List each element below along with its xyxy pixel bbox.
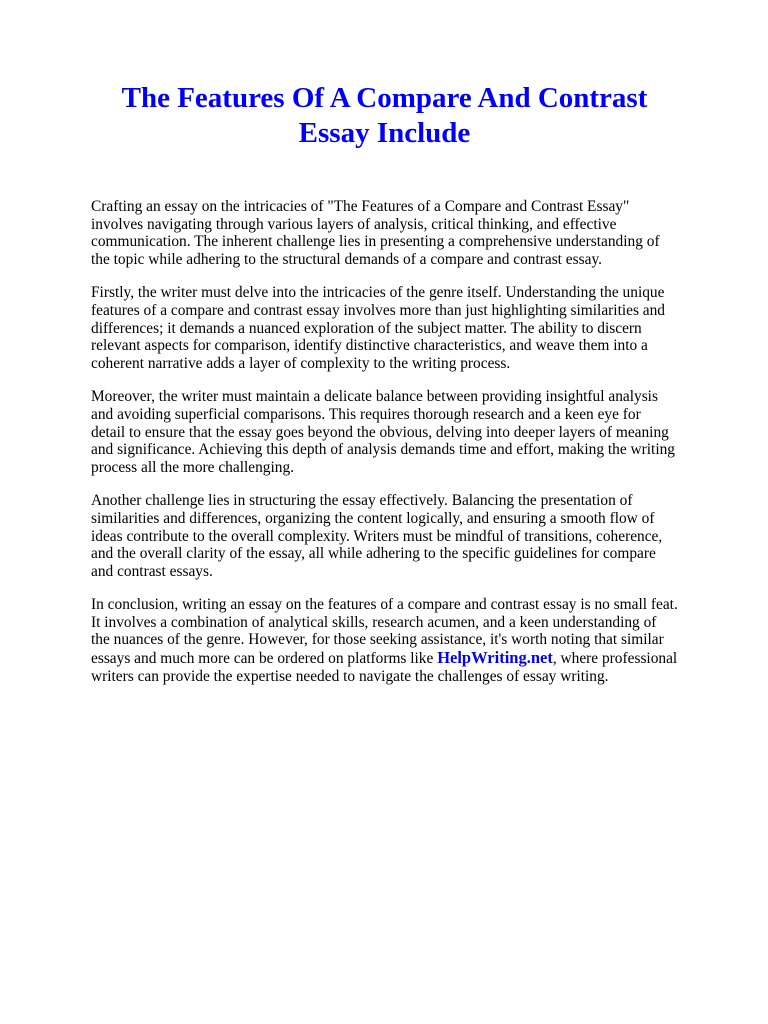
conclusion-text-after-link: , where professional writers can provide the expertise needed to navigate the challenges of essay writing. (91, 650, 678, 685)
paragraph-genre: Firstly, the writer must delve into the intricacies of the genre itself. Understanding the unique features of a compare and contrast essay involves more than just highlighting similarities and differences; it demands a nuanced exploration of the subject matter. The ability to discern relevant aspects for comparison, identify distinctive characteristics, and weave them into a coherent narrative adds a layer of complexity to the writing process. (91, 284, 666, 372)
conclusion-text-before-link: In conclusion, writing an essay on the features of a compare and contrast essay is no small feat. It involves a combination of analytical skills, research acumen, and a keen understanding of the nuances of the genre. However, for those seeking assistance, it's worth noting that similar essays and much more can be ordered on platforms like (91, 596, 678, 668)
document-title: The Features Of A Compare And Contrast Essay Include (121, 82, 648, 149)
paragraph-structure: Another challenge lies in structuring the essay effectively. Balancing the presentation of similarities and differences, organizing the content logically, and ensuring a smooth flow of ideas contribute to the overall complexity. Writers must be mindful of transitions, coherence, and the overall clarity of the essay, all while adhering to the specific guidelines for compare and contrast essays. (91, 492, 663, 580)
paragraph-intro: Crafting an essay on the intricacies of "The Features of a Compare and Contrast Essay" involves navigating through various layers of analysis, critical thinking, and effective communication. The inherent challenge lies in presenting a comprehensive understanding of the topic while adhering to the structural demands of a compare and contrast essay. (91, 198, 660, 268)
paragraph-conclusion (91, 596, 678, 685)
helpwriting-link[interactable]: HelpWriting.net (437, 648, 553, 668)
document-body (91, 198, 678, 685)
paragraph-balance: Moreover, the writer must maintain a delicate balance between providing insightful analysis and avoiding superficial comparisons. This requires thorough research and a keen eye for detail to ensure that the essay goes beyond the obvious, delving into deeper layers of meaning and significance. Achieving this depth of analysis demands time and effort, making the writing process all the more challenging. (91, 388, 675, 476)
